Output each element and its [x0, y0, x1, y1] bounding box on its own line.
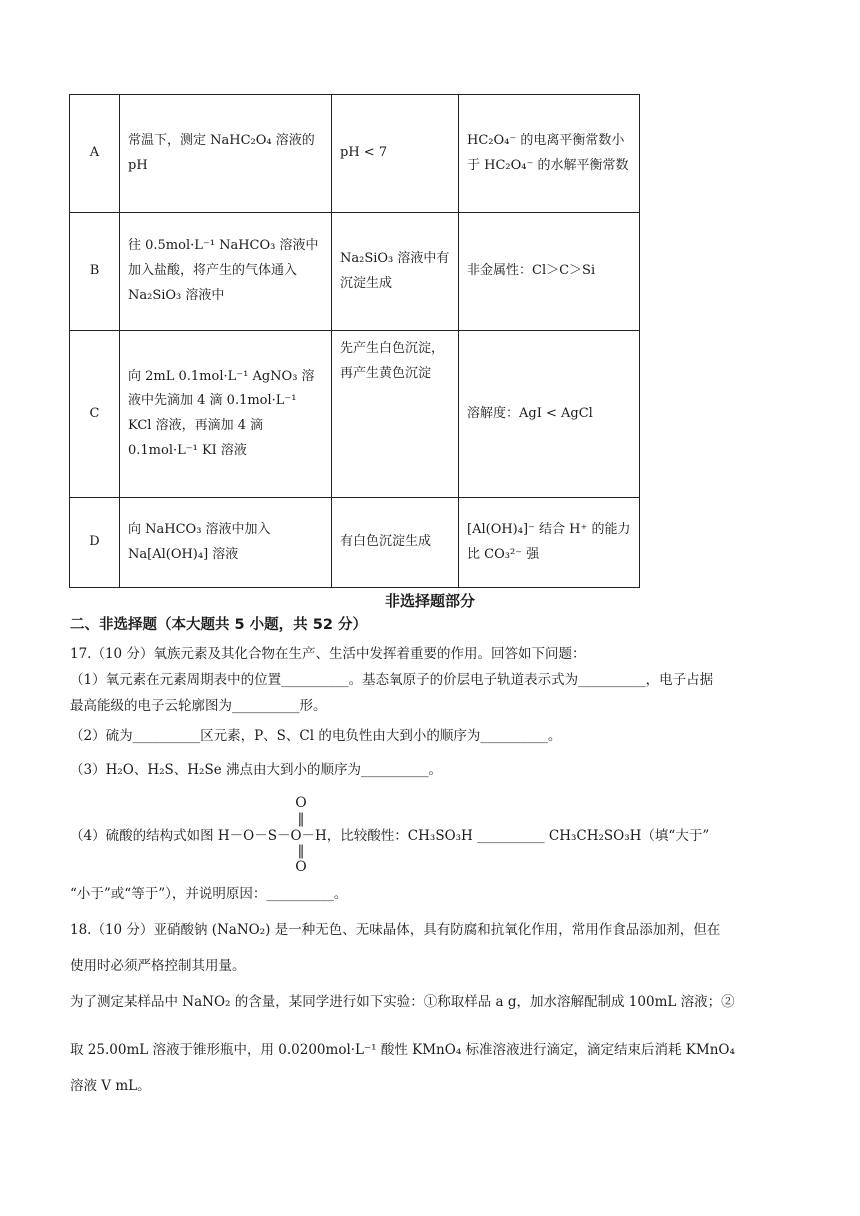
- q17-part4-line2: “小于”或“等于”），并说明原因：__________。: [70, 886, 348, 902]
- q18-line4: 取 25.00mL 溶液于锥形瓶中，用 0.0200mol·L⁻¹ 酸性 KMnO₄ 标准溶液进行滴定，滴定结束后消耗 KMnO₄: [70, 1042, 735, 1058]
- table-row: [70, 213, 640, 331]
- conclusion-cell: [Al(OH)₄]⁻ 结合 H⁺ 的能力比 CO₃²⁻ 强: [459, 498, 640, 588]
- oxygen-top: O: [295, 795, 307, 811]
- phenomenon-cell: 先产生白色沉淀，再产生黄色沉淀: [332, 331, 459, 498]
- phenomenon-cell: pH < 7: [332, 95, 459, 213]
- q17-part2: （2）硫为__________区元素，P、S、Cl 的电负性由大到小的顺序为__________。: [70, 728, 562, 744]
- q17-part4-line1: （4）硫酸的结构式如图 H－O－S－O－H，比较酸性：CH₃SO₃H __________ CH₃CH₂SO₃H（填“大于”: [70, 828, 710, 844]
- q18-line1: 18.（10 分）亚硝酸钠 (NaNO₂) 是一种无色、无味晶体，具有防腐和抗氧化作用，常用作食品添加剂，但在: [70, 922, 721, 938]
- phenomenon-cell: Na₂SiO₃ 溶液中有沉淀生成: [332, 213, 459, 331]
- row-label: D: [70, 498, 120, 588]
- row-label: A: [70, 95, 120, 213]
- part-heading: 二、非选择题（本大题共 5 小题，共 52 分）: [70, 617, 367, 633]
- q18-line3: 为了测定某样品中 NaNO₂ 的含量，某同学进行如下实验：①称取样品 a g，加水溶解配制成 100mL 溶液；②: [70, 994, 735, 1010]
- phenomenon-cell: 有白色沉淀生成: [332, 498, 459, 588]
- q18-line2: 使用时必须严格控制其用量。: [70, 958, 246, 974]
- section-title: 非选择题部分: [384, 592, 475, 610]
- oxygen-bottom: O: [295, 859, 307, 875]
- operation-cell: 往 0.5mol·L⁻¹ NaHCO₃ 溶液中加入盐酸，将产生的气体通入 Na₂SiO₃ 溶液中: [120, 213, 332, 331]
- table-row: [70, 498, 640, 588]
- conclusion-cell: HC₂O₄⁻ 的电离平衡常数小于 HC₂O₄⁻ 的水解平衡常数: [459, 95, 640, 213]
- operation-cell: 常温下，测定 NaHC₂O₄ 溶液的 pH: [120, 95, 332, 213]
- q17-part1-line2: 最高能级的电子云轮廓图为__________形。: [70, 698, 327, 714]
- double-bond-bottom: ‖: [297, 843, 305, 859]
- q17-part3: （3）H₂O、H₂S、H₂Se 沸点由大到小的顺序为__________。: [70, 762, 442, 778]
- operation-cell: 向 NaHCO₃ 溶液中加入 Na[Al(OH)₄] 溶液: [120, 498, 332, 588]
- table-row: [70, 331, 640, 498]
- table-row: [70, 95, 640, 213]
- operation-cell: 向 2mL 0.1mol·L⁻¹ AgNO₃ 溶液中先滴加 4 滴 0.1mol·L⁻¹ KCl 溶液，再滴加 4 滴 0.1mol·L⁻¹ KI 溶液: [120, 331, 332, 498]
- q18-line5: 溶液 V mL。: [70, 1078, 151, 1094]
- q17-intro: 17.（10 分）氧族元素及其化合物在生产、生活中发挥着重要的作用。回答如下问题：: [70, 646, 586, 662]
- conclusion-cell: 非金属性：Cl＞C＞Si: [459, 213, 640, 331]
- row-label: C: [70, 331, 120, 498]
- row-label: B: [70, 213, 120, 331]
- experiment-table: [69, 94, 640, 588]
- conclusion-cell: 溶解度：AgI < AgCl: [459, 331, 640, 498]
- q17-part1-line1: （1）氧元素在元素周期表中的位置__________。基态氧原子的价层电子轨道表示式为__________，电子占据: [70, 672, 714, 688]
- double-bond-top: ‖: [297, 811, 305, 827]
